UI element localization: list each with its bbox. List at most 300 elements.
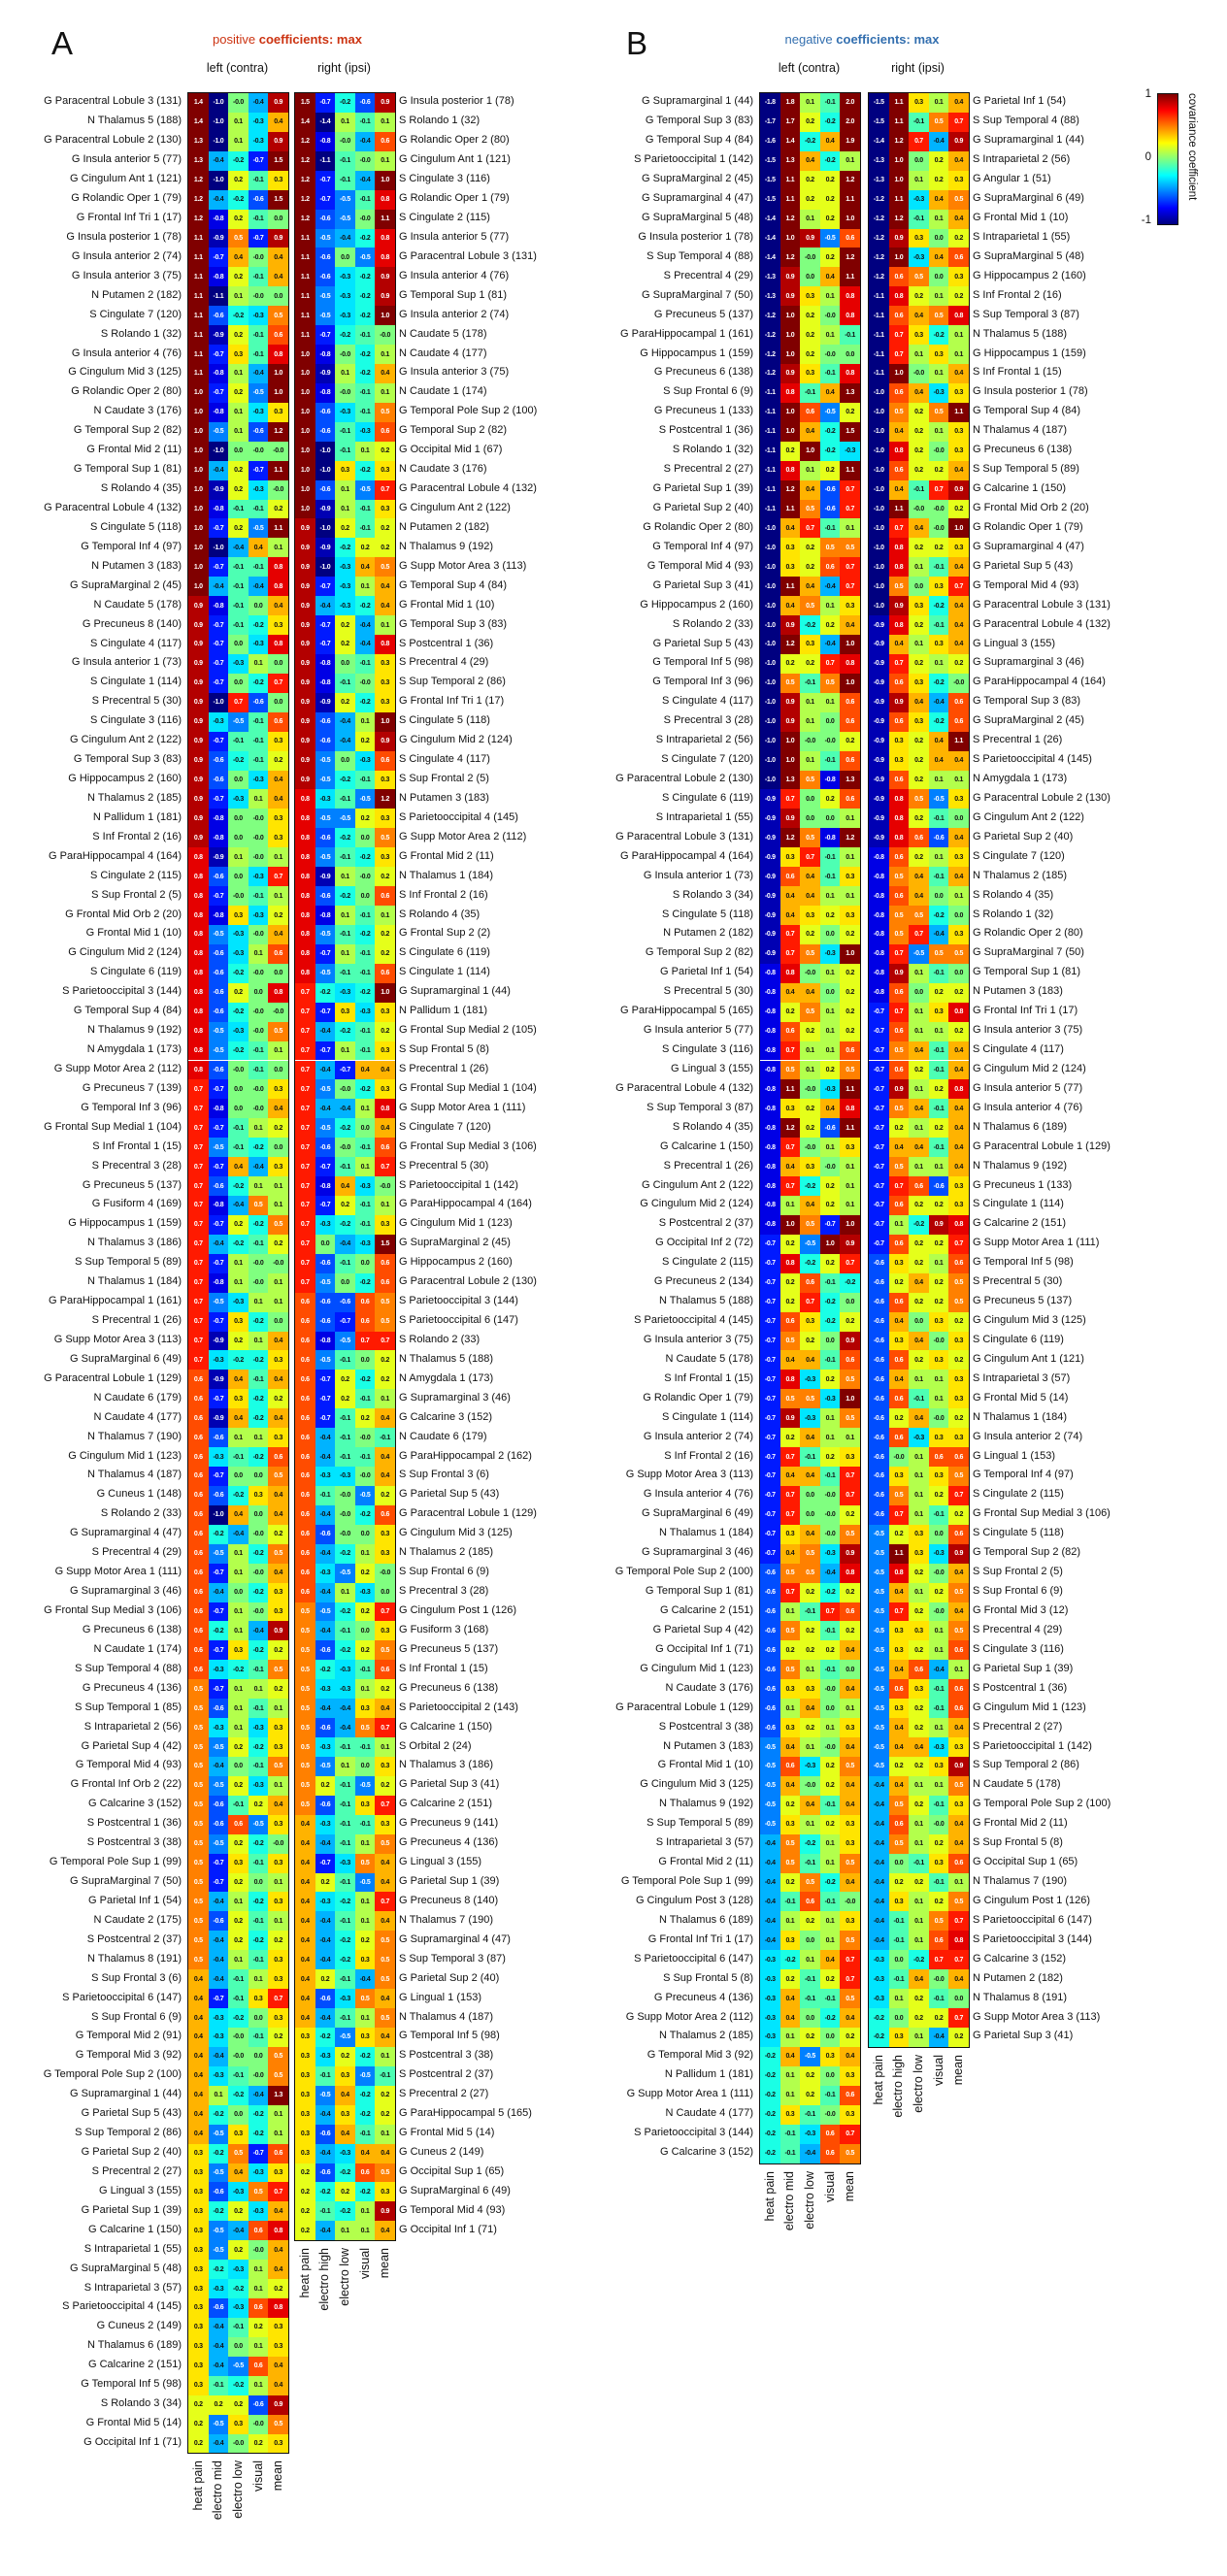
heatmap-cell: 0.7 (780, 1176, 801, 1196)
heatmap-cell: 0.2 (335, 615, 355, 635)
heatmap-cell: 0.9 (295, 712, 315, 732)
heatmap-cell: -0.3 (249, 1718, 269, 1737)
region-row-label: G SupraMarginal 7 (50) (642, 288, 753, 301)
heatmap-cell: 0.6 (249, 2298, 269, 2318)
heatmap-cell: -0.2 (209, 2201, 229, 2221)
heatmap-cell: 0.5 (375, 828, 395, 847)
heatmap-cell: 0.4 (840, 2047, 860, 2066)
region-row-label: G Supramarginal 4 (47) (973, 540, 1084, 552)
heatmap-cell: 0.4 (268, 1564, 288, 1583)
region-row-label: G Supp Motor Area 1 (111) (973, 1237, 1100, 1249)
heatmap-cell: -0.3 (249, 906, 269, 925)
heatmap-cell: -0.2 (228, 964, 249, 983)
region-row-label: G Paracentral Lobule 2 (130) (399, 1275, 537, 1288)
heatmap-cell: 0.3 (840, 2105, 860, 2125)
region-row-label: N Caudate 6 (179) (399, 1430, 487, 1442)
heatmap-cell: -0.2 (249, 1389, 269, 1408)
region-row-label: N Thalamus 4 (187) (973, 424, 1068, 437)
heatmap-cell: -0.2 (228, 2086, 249, 2105)
heatmap-cell: 0.7 (295, 1273, 315, 1293)
region-row-label: G Lingual 1 (153) (973, 1449, 1055, 1462)
region-row-label: G Precuneus 8 (140) (399, 1894, 499, 1906)
heatmap-cell: 0.5 (800, 500, 820, 519)
heatmap-cell: 0.1 (909, 1467, 929, 1486)
heatmap-cell: -0.7 (760, 1525, 780, 1544)
heatmap-cell: -0.6 (209, 771, 229, 790)
heatmap-cell: 0.9 (840, 1544, 860, 1564)
heatmap-cell: 0.5 (909, 906, 929, 925)
x-axis-label: heat pain (297, 2248, 312, 2298)
heatmap-cell: 0.6 (780, 867, 801, 886)
heatmap-cell: 0.2 (188, 2434, 209, 2454)
heatmap-cell: 0.4 (948, 1815, 969, 1834)
heatmap-cell: 0.2 (948, 229, 969, 248)
heatmap-cell: -0.6 (315, 2163, 336, 2183)
heatmap-cell: -0.5 (355, 1776, 376, 1796)
heatmap-cell: 0.3 (188, 2201, 209, 2221)
heatmap-cell: -0.9 (760, 925, 780, 944)
heatmap-cell: -1.0 (760, 577, 780, 596)
heatmap-cell: -0.0 (335, 1486, 355, 1505)
heatmap-cell: 0.6 (889, 1389, 910, 1408)
heatmap-cell: -1.0 (760, 751, 780, 771)
heatmap-cell: -0.2 (315, 2028, 336, 2047)
heatmap-cell: -0.4 (209, 190, 229, 210)
heatmap-cell: 0.1 (929, 210, 949, 229)
heatmap-cell: -0.9 (209, 229, 229, 248)
heatmap-cell: -0.6 (869, 1370, 889, 1389)
region-row-label: G Frontal Mid 2 (11) (399, 849, 494, 862)
heatmap-cell: 0.4 (295, 1969, 315, 1989)
heatmap-cell: 0.2 (780, 654, 801, 674)
heatmap-cell: -0.2 (820, 1873, 841, 1893)
heatmap-cell: 0.1 (820, 1041, 841, 1061)
heatmap-cell: 0.2 (800, 325, 820, 345)
heatmap-cell: -0.6 (209, 751, 229, 771)
heatmap-cell: -0.7 (209, 732, 229, 751)
heatmap-cell: 1.1 (295, 286, 315, 306)
heatmap-cell: -0.4 (760, 1834, 780, 1854)
heatmap-cell: -0.5 (760, 1815, 780, 1834)
heatmap-cell: 0.3 (375, 1757, 395, 1776)
region-row-label: G Cingulum Mid 2 (124) (640, 1198, 753, 1210)
heatmap-cell: -0.8 (869, 983, 889, 1003)
heatmap-cell: 1.1 (295, 325, 315, 345)
heatmap-cell: 1.0 (295, 480, 315, 500)
heatmap-cell: -0.6 (315, 886, 336, 906)
heatmap-cell: -0.6 (315, 480, 336, 500)
heatmap-cell: -0.1 (249, 210, 269, 229)
heatmap-cell: -0.6 (315, 732, 336, 751)
heatmap-cell: 1.1 (188, 345, 209, 364)
heatmap-cell: -0.2 (335, 1640, 355, 1660)
heatmap-cell: 0.1 (820, 1022, 841, 1041)
heatmap-cell: -0.4 (315, 1061, 336, 1080)
heatmap-cell: 0.2 (929, 171, 949, 190)
heatmap-cell: -0.2 (209, 2260, 229, 2279)
heatmap-cell: -0.5 (335, 2028, 355, 2047)
heatmap-cell: 0.6 (820, 2125, 841, 2144)
heatmap-cell: -0.4 (869, 1873, 889, 1893)
region-row-label: G Insula anterior 1 (73) (71, 656, 182, 669)
heatmap-cell: 0.2 (909, 1602, 929, 1622)
heatmap-cell: 0.0 (228, 867, 249, 886)
heatmap-cell: 0.4 (800, 480, 820, 500)
region-row-label: G Occipital Sup 1 (65) (399, 2164, 505, 2177)
heatmap-cell: -0.8 (315, 906, 336, 925)
region-row-label: G Cingulum Mid 2 (124) (399, 734, 513, 746)
region-row-label: G Supramarginal 4 (47) (70, 1527, 182, 1539)
heatmap-cell: -0.4 (249, 2086, 269, 2105)
heatmap-cell: 0.6 (295, 1447, 315, 1467)
heatmap-cell: -0.8 (760, 964, 780, 983)
heatmap-cell: -0.6 (209, 1911, 229, 1931)
heatmap-cell: 0.3 (948, 847, 969, 867)
heatmap-cell: 1.2 (780, 210, 801, 229)
heatmap-cell: 0.1 (820, 1911, 841, 1931)
heatmap-cell: -0.0 (820, 1679, 841, 1699)
heatmap-cell: 1.2 (889, 132, 910, 151)
heatmap-cell: 1.1 (889, 113, 910, 132)
heatmap-cell: 0.2 (840, 1022, 860, 1041)
heatmap-cell: -0.2 (929, 906, 949, 925)
heatmap-cell: 0.0 (800, 789, 820, 809)
heatmap-cell: 0.4 (948, 93, 969, 113)
heatmap-cell: 0.1 (800, 93, 820, 113)
heatmap-cell: 0.7 (188, 1215, 209, 1235)
heatmap-cell: 1.2 (840, 248, 860, 267)
heatmap-cell: -0.6 (820, 1118, 841, 1138)
heatmap-cell: -1.2 (760, 364, 780, 383)
heatmap-cell: 0.2 (228, 171, 249, 190)
heatmap-cell: -0.1 (355, 325, 376, 345)
heatmap-cell: 0.1 (909, 1815, 929, 1834)
heatmap-cell: -0.0 (249, 2415, 269, 2434)
heatmap-cell: 0.5 (188, 1815, 209, 1834)
heatmap-cell: 1.2 (295, 151, 315, 171)
heatmap-cell: 0.4 (375, 1467, 395, 1486)
heatmap-cell: -0.2 (355, 286, 376, 306)
heatmap-cell: 0.8 (840, 1099, 860, 1118)
region-row-label: G Temporal Mid 3 (92) (75, 2049, 182, 2062)
region-row-label: S Cingulate 7 (120) (973, 849, 1065, 862)
heatmap-cell: -0.8 (760, 1196, 780, 1215)
region-row-label: G Temporal Sup 3 (83) (399, 617, 508, 630)
heatmap-cell: -0.5 (820, 403, 841, 422)
region-row-label: S Cingulate 7 (120) (661, 753, 753, 766)
heatmap-cell: 0.4 (948, 1834, 969, 1854)
heatmap-cell: 0.6 (188, 1505, 209, 1525)
region-row-label: G Supramarginal 1 (44) (399, 985, 511, 998)
region-row-label: S Cingulate 5 (118) (973, 1527, 1064, 1539)
x-axis-label: electro low (912, 2054, 925, 2113)
heatmap-cell: -0.3 (228, 2182, 249, 2201)
heatmap-cell: 0.2 (268, 1235, 288, 1254)
heatmap-cell: -0.4 (355, 171, 376, 190)
region-row-label: S Sup Temporal 2 (86) (399, 676, 506, 688)
heatmap-cell: 0.7 (780, 1583, 801, 1602)
region-row-label: G Frontal Inf Tri 1 (17) (973, 1005, 1078, 1017)
region-row-label: G Temporal Mid 2 (91) (75, 2030, 182, 2042)
heatmap-cell: 0.2 (228, 1776, 249, 1796)
heatmap-cell: -1.0 (869, 518, 889, 538)
heatmap-cell: 0.5 (780, 1854, 801, 1873)
heatmap-cell: -0.1 (929, 615, 949, 635)
heatmap-cell: -1.1 (760, 422, 780, 442)
heatmap-cell: -0.7 (315, 171, 336, 190)
heatmap-cell: -0.6 (249, 190, 269, 210)
heatmap-cell: 0.9 (188, 712, 209, 732)
heatmap-cell: 0.0 (249, 2008, 269, 2028)
heatmap-cell: 0.7 (889, 1003, 910, 1022)
heatmap-cell: 0.0 (228, 1467, 249, 1486)
heatmap-cell: 0.1 (948, 1873, 969, 1893)
region-row-label: G Supramarginal 3 (46) (642, 1546, 753, 1559)
heatmap-cell: 0.0 (820, 1699, 841, 1718)
heatmap-cell: -0.1 (800, 1854, 820, 1873)
region-row-label: G Cingulum Ant 1 (121) (399, 153, 511, 166)
heatmap-cell: -1.0 (869, 500, 889, 519)
heatmap-cell: 0.4 (909, 1138, 929, 1157)
region-row-label: S Sup Frontal 3 (6) (399, 1469, 489, 1481)
heatmap-cell: -0.1 (355, 654, 376, 674)
heatmap-cell: 0.8 (948, 1931, 969, 1950)
heatmap-cell: -0.4 (929, 925, 949, 944)
heatmap-cell: 0.3 (840, 1834, 860, 1854)
heatmap-cell: 1.3 (840, 771, 860, 790)
heatmap-cell: -0.1 (840, 325, 860, 345)
heatmap-cell: 0.3 (188, 2221, 209, 2240)
region-row-label: G Parietal Sup 5 (43) (81, 2107, 182, 2120)
heatmap-cell: 0.5 (188, 1854, 209, 1873)
heatmap-cell: 1.2 (780, 828, 801, 847)
heatmap-cell: 0.3 (268, 1737, 288, 1757)
heatmap-cell: 1.1 (188, 325, 209, 345)
heatmap-cell: -0.0 (929, 442, 949, 461)
heatmap-cell: -0.2 (355, 267, 376, 286)
heatmap-cell: -0.5 (869, 1679, 889, 1699)
heatmap-cell: 0.4 (800, 151, 820, 171)
region-row-label: G Temporal Mid 4 (93) (647, 559, 753, 572)
region-row-label: G Parietal Sup 3 (41) (399, 1778, 500, 1791)
heatmap-cell: 0.2 (840, 1583, 860, 1602)
heatmap-cell: 0.6 (889, 1679, 910, 1699)
region-row-label: G Insula anterior 3 (75) (399, 366, 510, 379)
heatmap-cell: 1.5 (268, 190, 288, 210)
heatmap-cell: 0.1 (268, 1293, 288, 1312)
heatmap-cell: 0.0 (268, 1312, 288, 1332)
heatmap-cell: 0.6 (188, 1660, 209, 1679)
heatmap-cell: 0.2 (335, 2047, 355, 2066)
heatmap-cell: 0.1 (820, 693, 841, 712)
heatmap-cell: 0.5 (948, 190, 969, 210)
heatmap-cell: -0.0 (249, 442, 269, 461)
heatmap-cell: 0.1 (909, 557, 929, 577)
heatmap-cell: 0.2 (929, 151, 949, 171)
heatmap-cell: 0.9 (188, 828, 209, 847)
heatmap-cell: 0.9 (295, 538, 315, 557)
region-row-label: N Thalamus 8 (191) (973, 1991, 1068, 2003)
heatmap-cell: 0.5 (375, 1293, 395, 1312)
heatmap-cell: 0.3 (889, 2028, 910, 2047)
heatmap-cell: -0.3 (909, 1428, 929, 1447)
heatmap-cell: 0.5 (889, 1157, 910, 1176)
heatmap-cell: 0.1 (249, 2260, 269, 2279)
heatmap-cell: 0.6 (889, 847, 910, 867)
heatmap-cell: 0.3 (929, 1467, 949, 1486)
heatmap-cell: 0.1 (909, 1931, 929, 1950)
heatmap-cell: 0.2 (948, 500, 969, 519)
heatmap-cell: 0.5 (375, 2008, 395, 2028)
heatmap-cell: 0.4 (909, 383, 929, 403)
heatmap-cell: 0.7 (188, 1254, 209, 1273)
heatmap-cell: 0.3 (228, 2415, 249, 2434)
heatmap-cell: -0.2 (228, 1003, 249, 1022)
heatmap-cell: 0.2 (188, 2415, 209, 2434)
heatmap-cell: 0.0 (948, 964, 969, 983)
heatmap-cell: -1.2 (869, 248, 889, 267)
heatmap-cell: -0.3 (315, 1564, 336, 1583)
heatmap-cell: -0.4 (355, 635, 376, 654)
heatmap-cell: 0.3 (948, 171, 969, 190)
heatmap-cell: 0.1 (800, 1815, 820, 1834)
heatmap-cell: 0.3 (249, 1486, 269, 1505)
heatmap-cell: 0.4 (188, 2028, 209, 2047)
heatmap-cell: 0.5 (889, 925, 910, 944)
heatmap-cell: 0.2 (800, 306, 820, 325)
heatmap-cell: 0.3 (780, 847, 801, 867)
heatmap-cell: 0.3 (909, 1679, 929, 1699)
heatmap-cell: 0.2 (889, 1118, 910, 1138)
heatmap-cell: 1.3 (188, 132, 209, 151)
heatmap-cell: 1.3 (188, 151, 209, 171)
heatmap-cell: -0.3 (929, 1544, 949, 1564)
heatmap-cell: -0.3 (820, 1389, 841, 1408)
heatmap-cell: -0.3 (335, 306, 355, 325)
heatmap-cell: 0.4 (929, 190, 949, 210)
heatmap-cell: -0.6 (760, 1718, 780, 1737)
heatmap-cell: -0.0 (249, 286, 269, 306)
heatmap-cell: 0.6 (188, 1640, 209, 1660)
heatmap-cell: -0.8 (209, 596, 229, 615)
heatmap-cell: 0.7 (295, 1079, 315, 1099)
heatmap-cell: 0.8 (295, 847, 315, 867)
region-row-label: G Frontal Mid Orb 2 (20) (65, 908, 182, 920)
heatmap-cell: 0.5 (375, 1931, 395, 1950)
heatmap-cell: 0.3 (948, 422, 969, 442)
heatmap-cell: 0.7 (188, 1332, 209, 1351)
region-row-label: G Insula anterior 1 (73) (643, 869, 753, 881)
heatmap-cell: 0.0 (800, 2008, 820, 2028)
region-row-label: G Paracentral Lobule 3 (131) (399, 249, 537, 262)
region-row-label: S Sup Frontal 6 (9) (973, 1585, 1063, 1598)
heatmap-cell: -0.3 (249, 635, 269, 654)
region-row-label: N Caudate 4 (177) (665, 2107, 753, 2120)
heatmap-cell: -0.1 (315, 2201, 336, 2221)
heatmap-cell: -1.0 (760, 518, 780, 538)
heatmap-cell: 0.4 (948, 635, 969, 654)
heatmap-cell: 0.5 (295, 1602, 315, 1622)
heatmap-cell: 0.8 (268, 2221, 288, 2240)
heatmap-cell: 1.0 (780, 345, 801, 364)
heatmap-cell: 0.6 (889, 1350, 910, 1370)
heatmap-cell: -0.5 (335, 809, 355, 828)
region-row-label: G Insula posterior 1 (78) (399, 95, 514, 108)
heatmap-cell: 0.1 (948, 325, 969, 345)
heatmap-cell: -0.3 (228, 789, 249, 809)
heatmap-cell: 1.0 (840, 944, 860, 964)
heatmap-cell: 0.2 (800, 538, 820, 557)
heatmap-cell: 1.3 (780, 771, 801, 790)
heatmap-cell: -0.0 (929, 1815, 949, 1834)
heatmap-cell: 0.1 (335, 1757, 355, 1776)
heatmap-cell: -0.7 (335, 1061, 355, 1080)
heatmap-cell: -0.7 (869, 1041, 889, 1061)
heatmap-cell: -0.5 (869, 1737, 889, 1757)
region-row-label: G Cingulum Mid 3 (125) (399, 1527, 513, 1539)
heatmap-cell: 0.4 (355, 2144, 376, 2163)
heatmap-cell: 0.5 (840, 2144, 860, 2163)
heatmap-cell: 0.3 (295, 2047, 315, 2066)
heatmap-cell: -0.2 (355, 847, 376, 867)
heatmap-cell: 0.5 (780, 1389, 801, 1408)
heatmap-cell: 0.4 (375, 1118, 395, 1138)
region-row-label: G Hippocampus 2 (160) (973, 269, 1086, 281)
heatmap-cell: 0.5 (355, 1718, 376, 1737)
heatmap-cell: -0.8 (869, 847, 889, 867)
heatmap-cell: -0.1 (249, 712, 269, 732)
heatmap-cell: 0.2 (948, 1505, 969, 1525)
heatmap-cell: 0.2 (820, 1640, 841, 1660)
heatmap-cell: 0.3 (780, 2105, 801, 2125)
heatmap-cell: -0.4 (869, 1796, 889, 1815)
heatmap-cell: -0.2 (869, 2028, 889, 2047)
region-row-label: G Cingulum Ant 2 (122) (399, 501, 511, 513)
heatmap-cell: -0.2 (249, 1408, 269, 1428)
heatmap-cell: -0.2 (228, 306, 249, 325)
heatmap-cell: 0.0 (840, 1293, 860, 1312)
region-row-label: G Supramarginal 1 (44) (642, 95, 753, 108)
heatmap-cell: 1.4 (188, 113, 209, 132)
heatmap-cell: 0.6 (375, 751, 395, 771)
heatmap-cell: 0.2 (909, 1757, 929, 1776)
heatmap-cell: -0.1 (355, 1447, 376, 1467)
heatmap-cell: -1.1 (760, 500, 780, 519)
heatmap-cell: 0.3 (929, 1312, 949, 1332)
region-row-label: G Supramarginal 3 (46) (70, 1585, 182, 1598)
heatmap-cell: 0.5 (295, 1737, 315, 1757)
heatmap-cell: -0.2 (228, 751, 249, 771)
heatmap-cell: -0.2 (355, 983, 376, 1003)
heatmap-cell: 0.1 (889, 1989, 910, 2008)
heatmap-cell: 0.1 (375, 383, 395, 403)
x-axis-label: visual (250, 2460, 265, 2493)
heatmap-cell: -0.2 (249, 1544, 269, 1564)
region-row-label: G Temporal Pole Sup 2 (100) (614, 1566, 753, 1578)
heatmap-cell: -0.0 (355, 867, 376, 886)
heatmap-cell: 0.3 (228, 906, 249, 925)
heatmap-cell: 0.3 (268, 1428, 288, 1447)
heatmap-cell: 0.3 (188, 2337, 209, 2357)
heatmap-cell: -0.2 (315, 1660, 336, 1679)
heatmap-cell: 0.6 (889, 886, 910, 906)
heatmap-cell: -0.4 (209, 1757, 229, 1776)
heatmap-cell: -0.9 (209, 1332, 229, 1351)
heatmap-cell: 0.2 (909, 847, 929, 867)
heatmap-cell: -0.3 (209, 2028, 229, 2047)
region-row-label: G Temporal Sup 4 (84) (73, 1005, 182, 1017)
heatmap-cell: 0.7 (295, 1215, 315, 1235)
